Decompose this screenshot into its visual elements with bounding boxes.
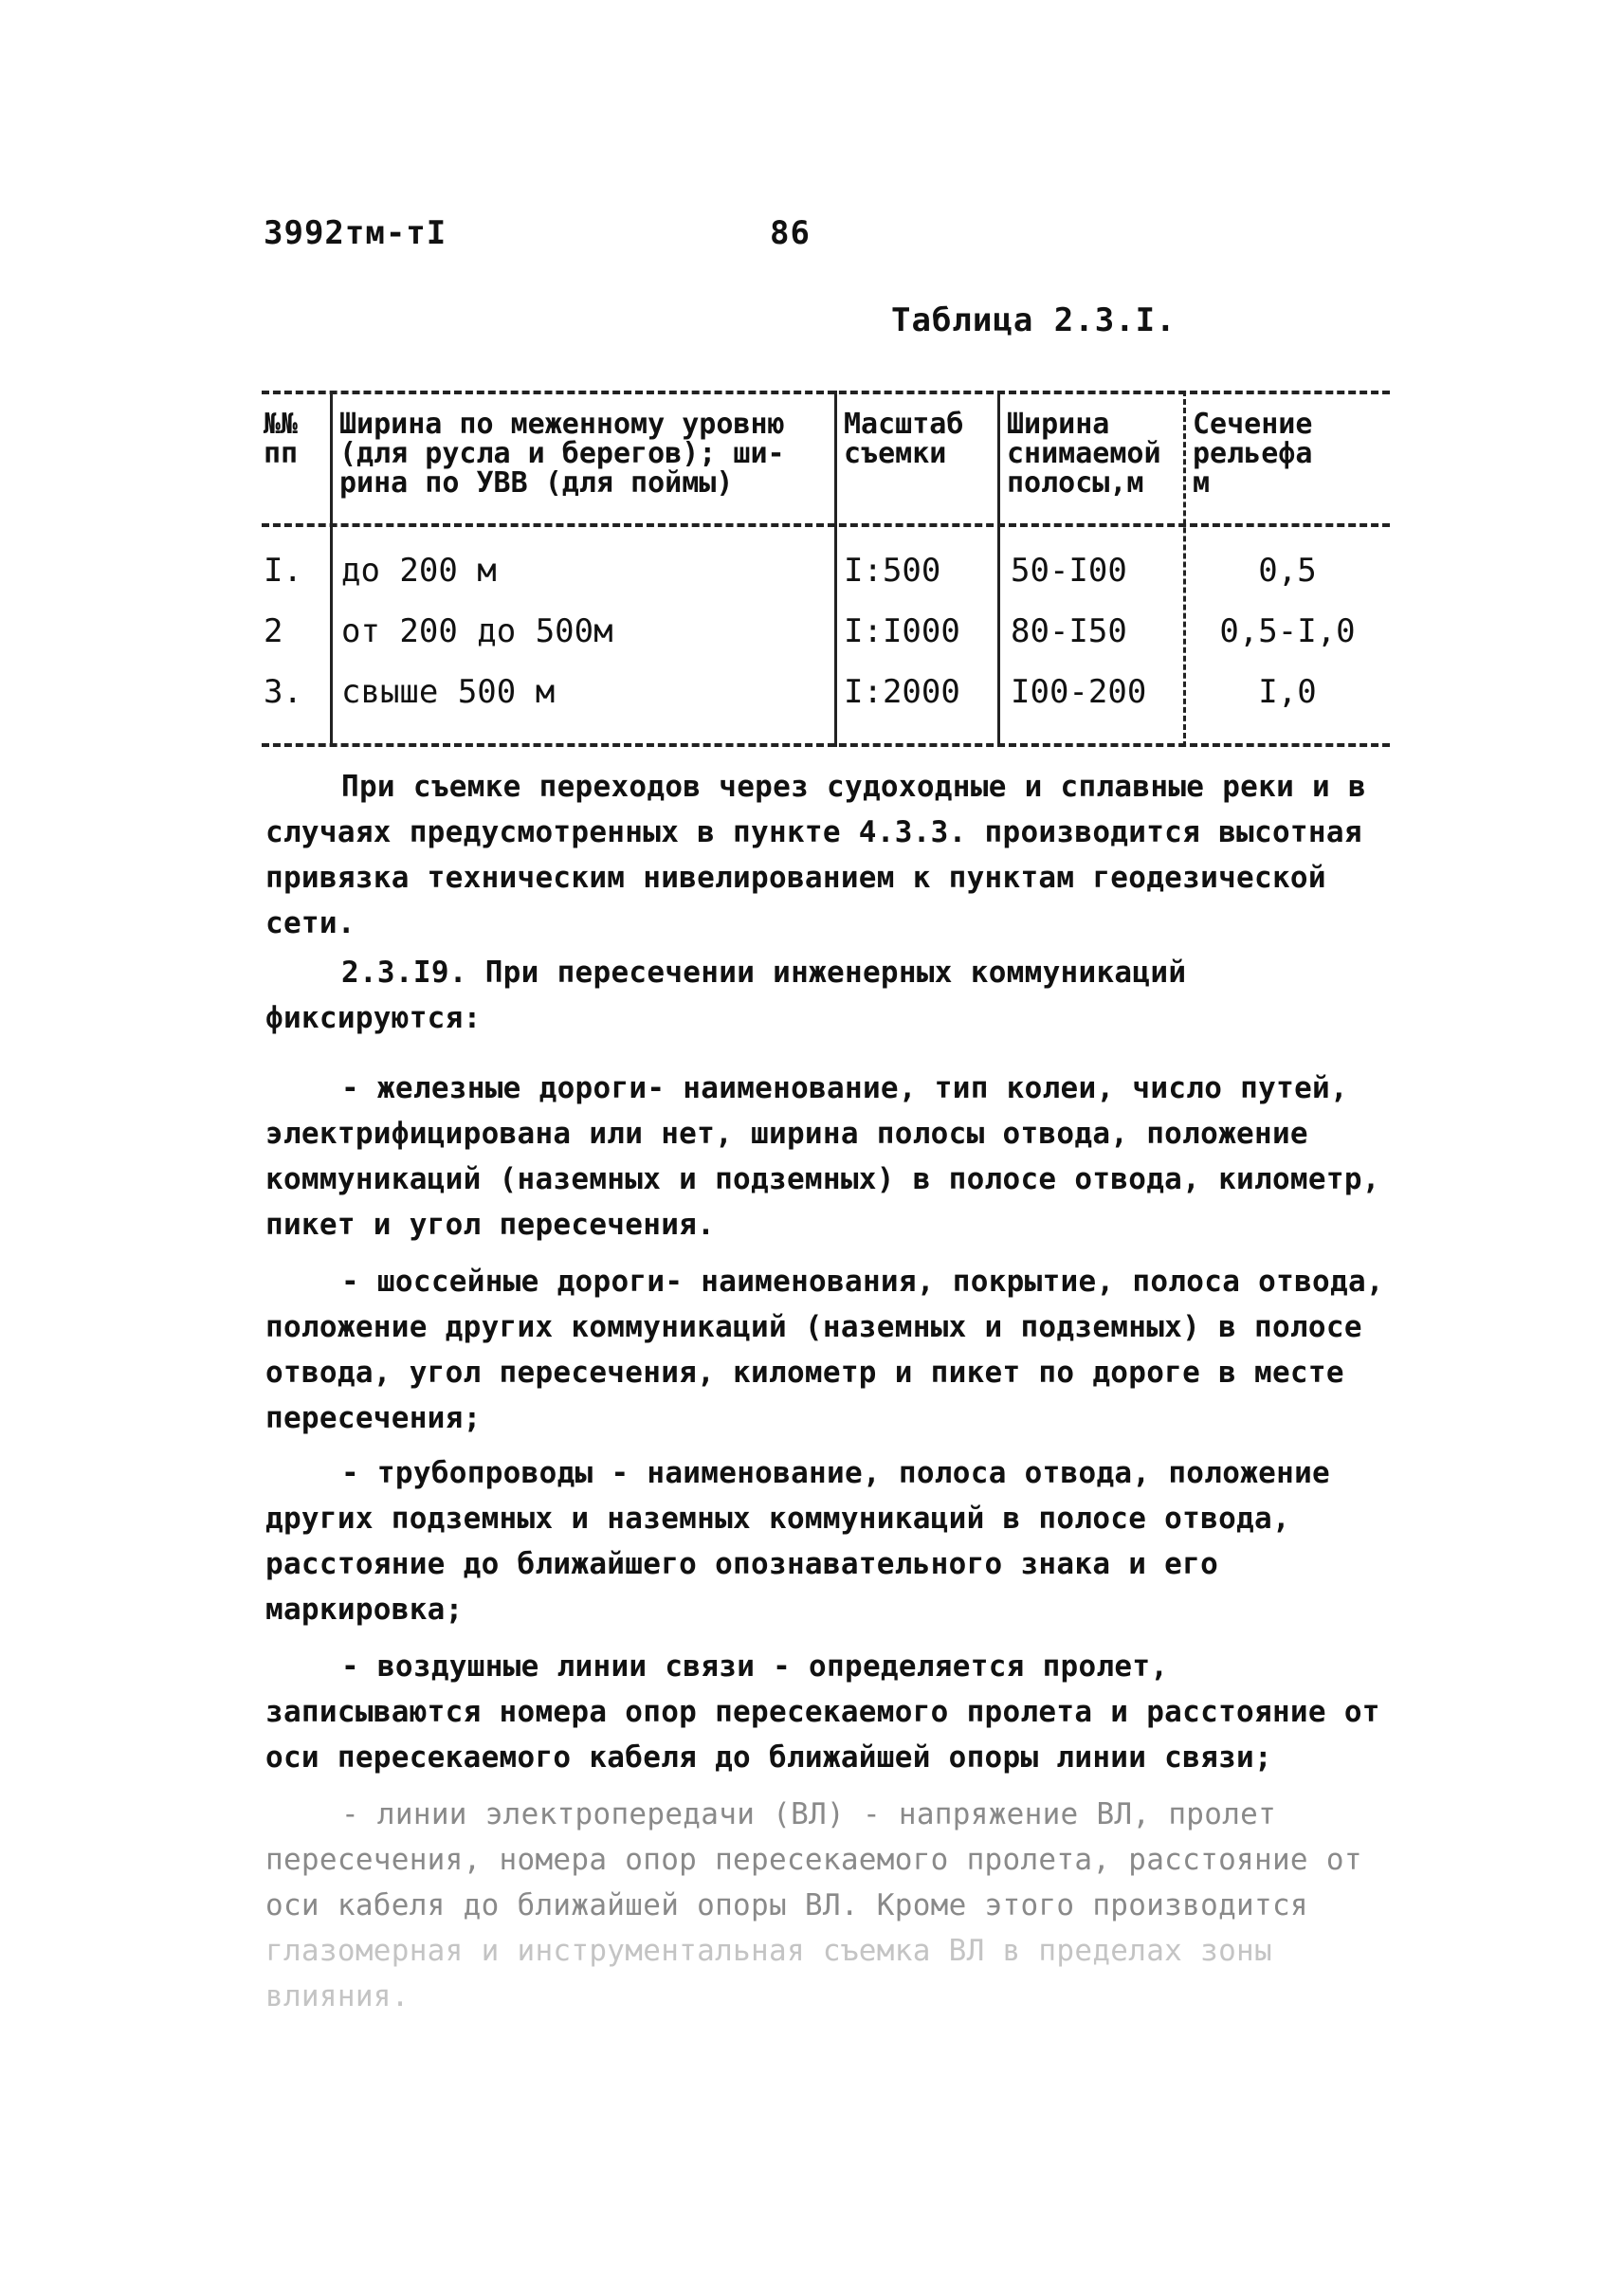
- table-cell: 2: [264, 612, 283, 650]
- paragraph-power-lines: [265, 1792, 1394, 2019]
- table-header-num: №№ пп: [264, 408, 299, 470]
- paragraph-communication-lines: - воздушные линии связи - определяется пролет, записываются номера опор пересекаемого пролета и расстояние от оси пересекаемого кабеля до ближайшей опоры линии связи;: [265, 1649, 1380, 1775]
- table-col-divider: [1183, 391, 1186, 747]
- table-col-divider: [834, 391, 837, 747]
- paragraph-highways: - шоссейные дороги- наименования, покрытие, полоса отвода, положение других коммуникаций (наземных и подземных) в полосе отвода, угол пересечения, километр и пикет по дороге в месте пересечения;: [265, 1265, 1384, 1435]
- table-header-width: Ширина по меженному уровню (для русла и берегов); ши- рина по УВВ (для поймы): [339, 408, 785, 500]
- table-col-divider: [997, 391, 1000, 747]
- table-cell: 50-I00: [1011, 552, 1127, 590]
- table-cell: от 200 до 500м: [341, 612, 613, 650]
- table-header-rule: [262, 523, 1390, 527]
- table-cell: 80-I50: [1011, 612, 1127, 650]
- paragraph-pipelines: - трубопроводы - наименование, полоса отвода, положение других подземных и наземных коммуникаций в полосе отвода, расстояние до ближайшего опознавательного знака и его маркировка;: [265, 1456, 1330, 1627]
- data-table: [262, 391, 1390, 751]
- paragraph-railways: - железные дороги- наименование, тип колеи, число путей, электрифицирована или нет, ширина полосы отвода, положение коммуникаций (наземных и подземных) в полосе отвода, километр, пикет и угол пересечения.: [265, 1071, 1380, 1242]
- page-number: 86: [770, 214, 811, 252]
- table-caption: Таблица 2.3.I.: [891, 301, 1177, 339]
- table-cell: I,0: [1258, 673, 1317, 711]
- document-code: 3992тм-тI: [264, 214, 447, 252]
- table-header-relief: Сечение рельефа м: [1193, 408, 1313, 500]
- power-lines-text: - линии электропередачи (ВЛ) - напряжение ВЛ, пролет пересечения, номера опор пересекаемого пролета, расстояние от оси кабеля до ближайшей опоры ВЛ. Кроме этого производится: [265, 1797, 1362, 1922]
- table-cell: 3.: [264, 673, 302, 711]
- table-cell: I:2000: [844, 673, 960, 711]
- table-col-divider: [330, 391, 333, 747]
- table-bottom-rule: [262, 743, 1390, 747]
- paragraph-survey-crossings: При съемке переходов через судоходные и сплавные реки и в случаях предусмотренных в пункте 4.3.3. производится высотная привязка техническим нивелированием к пунктам геодезической сети.: [265, 770, 1366, 940]
- table-cell: I00-200: [1011, 673, 1147, 711]
- table-cell: I:I000: [844, 612, 960, 650]
- table-cell: I.: [264, 552, 302, 590]
- table-cell: I:500: [844, 552, 941, 590]
- power-lines-text-faded: глазомерная и инструментальная съемка ВЛ в пределах зоны влияния.: [265, 1934, 1272, 2013]
- table-cell: свыше 500 м: [341, 673, 556, 711]
- table-top-rule: [262, 391, 1390, 394]
- table-header-strip: Ширина снимаемой полосы,м: [1007, 408, 1161, 500]
- paragraph-section-2-3-19: 2.3.I9. При пересечении инженерных коммуникаций фиксируются:: [265, 956, 1187, 1035]
- table-cell: 0,5: [1258, 552, 1317, 590]
- table-cell: 0,5-I,0: [1219, 612, 1356, 650]
- table-header-scale: Масштаб съемки: [844, 408, 964, 470]
- table-cell: до 200 м: [341, 552, 497, 590]
